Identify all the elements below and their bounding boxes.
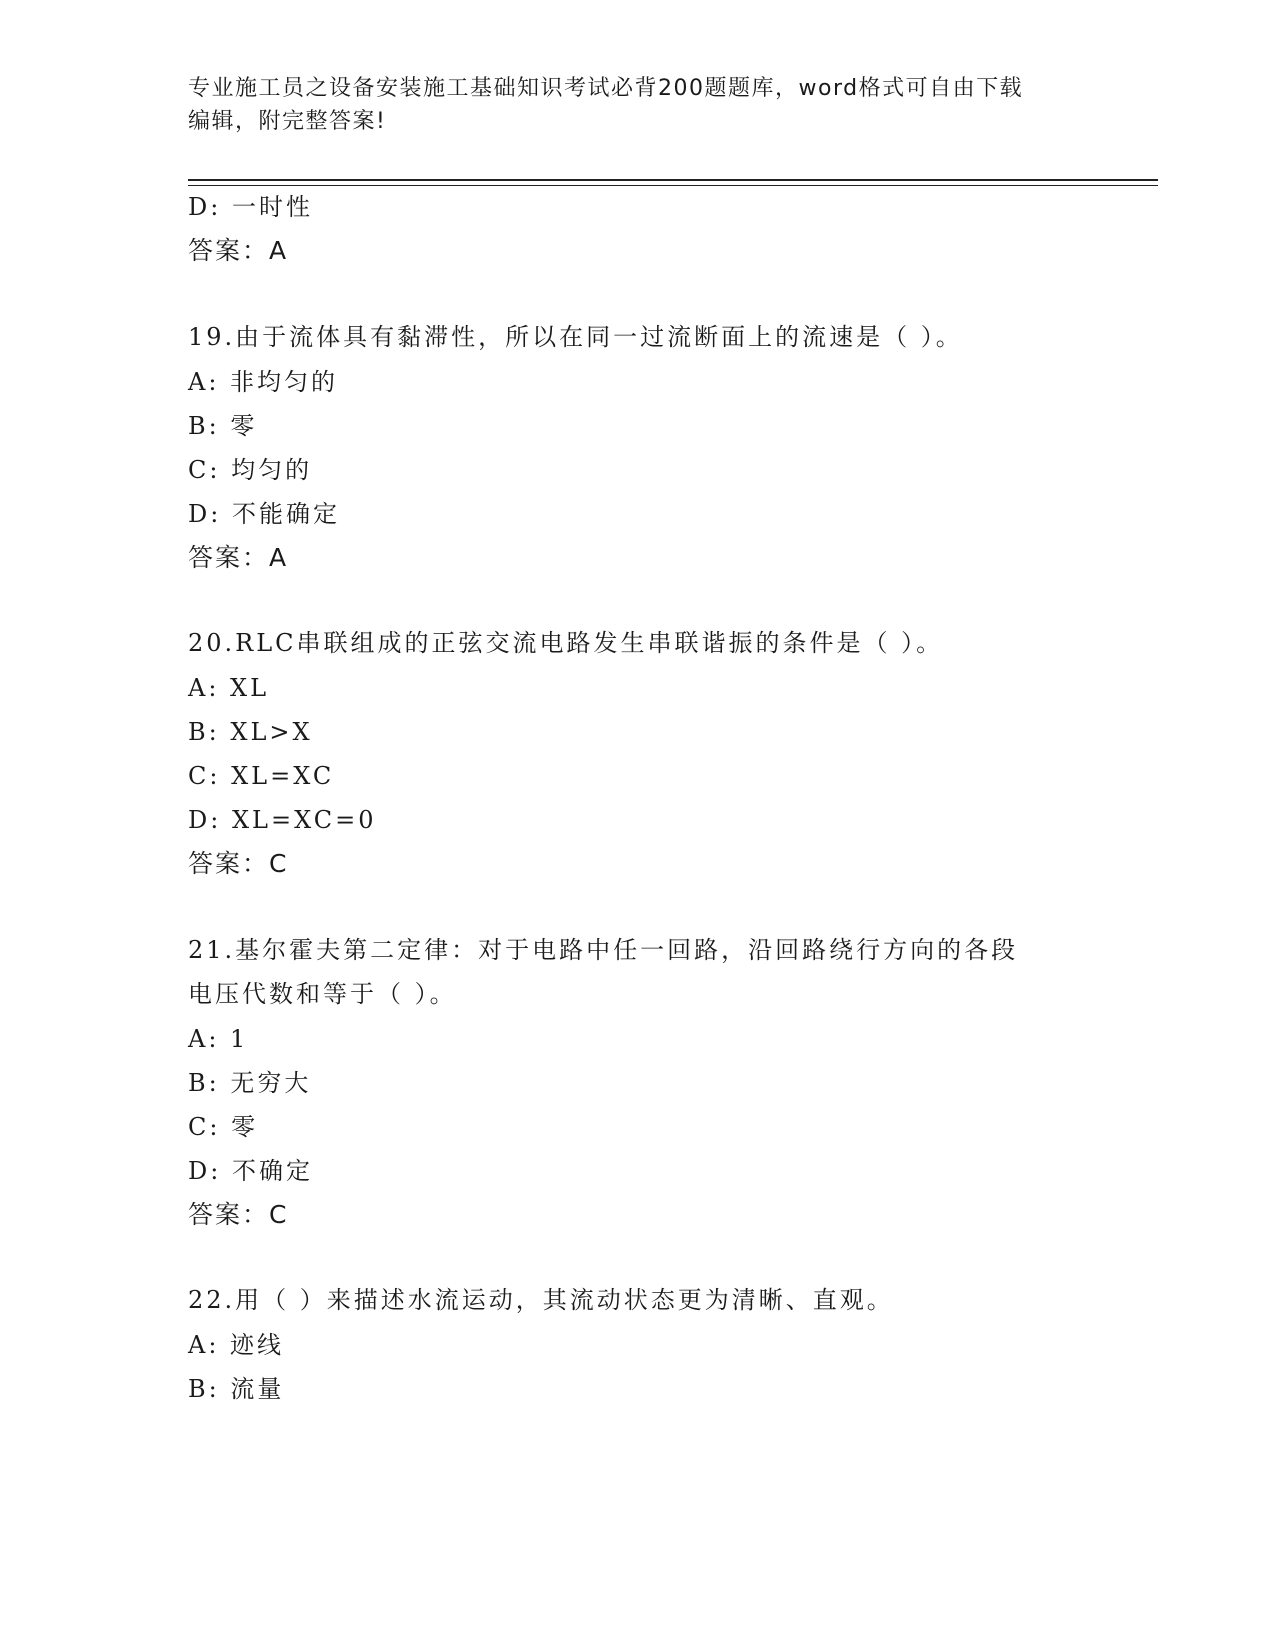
q20-option-c: C: XL=XC [188,762,335,790]
question-22-stem: 22.用（ ）来描述水流运动，其流动状态更为清晰、直观。 [188,1286,894,1314]
q20-option-b: B: XL>X [188,718,313,746]
q21-option-a: A: 1 [188,1025,249,1053]
q20-answer: 答案：C [188,849,289,878]
q21-option-d: D: 不确定 [188,1157,313,1185]
q19-option-c: C: 均匀的 [188,456,313,484]
question-21-stem-line2: 电压代数和等于（ ）。 [188,980,457,1008]
q19-option-d: D: 不能确定 [188,500,340,528]
q19-option-a: A: 非均匀的 [188,368,339,396]
question-20-stem: 20.RLC串联组成的正弦交流电路发生串联谐振的条件是（ ）。 [188,629,944,657]
question-21-stem-line1: 21.基尔霍夫第二定律：对于电路中任一回路，沿回路绕行方向的各段 [188,936,1019,964]
q21-answer: 答案：C [188,1200,289,1229]
q21-option-c: C: 零 [188,1113,259,1141]
answer: 答案：A [188,236,289,265]
q22-option-b: B: 流量 [188,1375,285,1403]
header-divider-thick [188,179,1158,181]
q20-option-d: D: XL=XC=0 [188,806,377,834]
q19-answer: 答案：A [188,543,289,572]
question-19-stem: 19.由于流体具有黏滞性，所以在同一过流断面上的流速是（ ）。 [188,323,963,351]
q22-option-a: A: 迹线 [188,1331,285,1359]
header-line-2: 编辑，附完整答案! [188,109,387,134]
q19-option-b: B: 零 [188,412,258,440]
header-line-1: 专业施工员之设备安装施工基础知识考试必背200题题库，word格式可自由下载 [188,76,1024,101]
document-header [188,72,1088,138]
header-divider-thin [188,185,1158,186]
q21-option-b: B: 无穷大 [188,1069,312,1097]
q20-option-a: A: XL [188,674,270,702]
option-d: D: 一时性 [188,193,313,221]
